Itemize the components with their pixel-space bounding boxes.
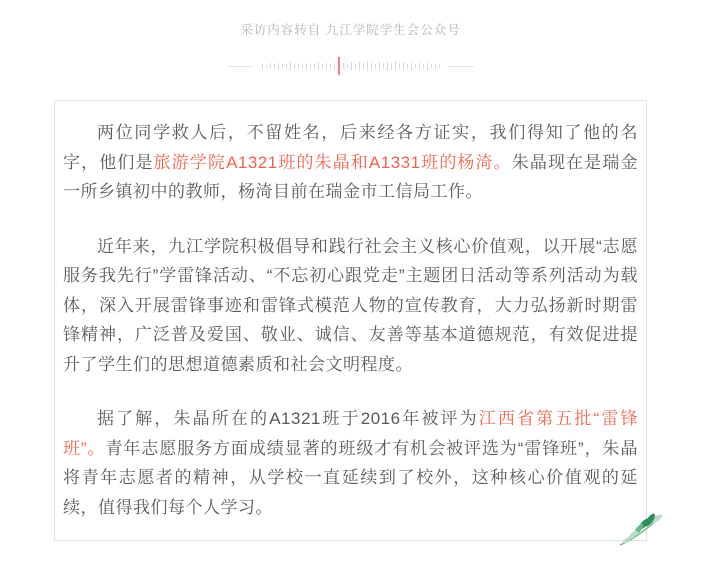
waveform-bar — [286, 64, 287, 69]
waveform-bar — [326, 63, 327, 69]
waveform-bar — [334, 63, 335, 70]
article-paragraph — [63, 118, 638, 207]
article-paragraph — [63, 232, 638, 380]
waveform-bar — [306, 63, 307, 70]
waveform-bar — [375, 64, 376, 69]
source-note: 采访内容转自 九江学院学生会公众号 — [240, 23, 461, 37]
waveform-bar — [411, 63, 412, 70]
waveform-bar — [322, 64, 323, 69]
waveform-bar — [431, 64, 432, 68]
waveform-bar — [379, 62, 380, 70]
body-text: 近年来，九江学院积极倡导和践行社会主义核心价值观，以开展“志愿服务我先行”学雷锋活动、“不忘初心跟党走”主题团日活动等系列活动为载体，深入开展雷锋事迹和雷锋式模范人物的宣传教育，大力弘扬新时期雷锋精神，广泛普及爱国、敬业、诚信、友善等基本道德规范，有效促进提升了学生们的思想道德素质和社会文明程度。 — [63, 236, 638, 374]
body-text: 据了解，朱晶所在的A1321班于2016年被评为 — [97, 409, 479, 428]
highlighted-text: 旅游学院A1321班的朱晶和A1331班的杨渏。 — [153, 152, 512, 172]
divider-line-right — [448, 66, 474, 67]
waveform-bar — [302, 65, 303, 68]
waveform-bar — [367, 61, 368, 71]
divider-line-left — [228, 66, 254, 67]
waveform-bar — [282, 64, 283, 68]
waveform-bar — [355, 64, 356, 69]
waveform-bar — [294, 64, 295, 68]
waveform-bar — [403, 62, 404, 70]
audio-waveform-divider — [0, 50, 701, 82]
body-text: 朱晶现在是瑞金一所乡镇初中的教师，杨渏目前在瑞金市工信局工作。 — [63, 152, 639, 201]
waveform-bar — [262, 64, 263, 69]
waveform-bar — [391, 63, 392, 70]
leaf-branch-icon — [617, 510, 663, 548]
highlighted-text: 江西省第五批“雷锋班”。 — [63, 409, 638, 458]
waveform-bars — [262, 57, 440, 75]
waveform-bar — [347, 64, 348, 68]
waveform-bar — [419, 63, 420, 69]
article-box — [54, 100, 647, 541]
waveform-bar — [439, 65, 440, 68]
waveform-bar — [274, 64, 275, 68]
waveform-bar — [363, 63, 364, 69]
waveform-bar — [395, 61, 396, 71]
waveform-bar — [435, 64, 436, 69]
waveform-accent-bar — [338, 57, 340, 75]
waveform-bar — [351, 62, 352, 70]
waveform-bar — [427, 63, 428, 70]
waveform-bar — [290, 62, 291, 70]
waveform-bar — [423, 64, 424, 69]
waveform-bar — [270, 63, 271, 69]
body-text: 青年志愿服务方面成绩显著的班级才有机会被评选为“雷锋班”，朱晶将青年志愿者的精神，从学校一直延续到了校外，这种核心价值观的延续，值得我们每个人学习。 — [63, 438, 638, 517]
waveform-bar — [278, 63, 279, 70]
waveform-bar — [318, 62, 319, 70]
waveform-bar — [383, 63, 384, 69]
body-text: 两位同学救人后，不留姓名，后来经各方证实，我们得知了他的名字，他们是 — [63, 123, 638, 172]
waveform-bar — [330, 64, 331, 68]
waveform-bar — [343, 63, 344, 69]
waveform-bar — [387, 62, 388, 71]
article-body — [63, 118, 638, 522]
waveform-bar — [371, 63, 372, 70]
waveform-bar — [407, 64, 408, 69]
waveform-bar — [298, 63, 299, 69]
waveform-bar — [359, 62, 360, 71]
waveform-bar — [399, 63, 400, 69]
waveform-bar — [266, 65, 267, 68]
waveform-bar — [314, 64, 315, 68]
waveform-bar — [310, 64, 311, 69]
waveform-bar — [415, 64, 416, 68]
article-paragraph — [63, 404, 638, 522]
